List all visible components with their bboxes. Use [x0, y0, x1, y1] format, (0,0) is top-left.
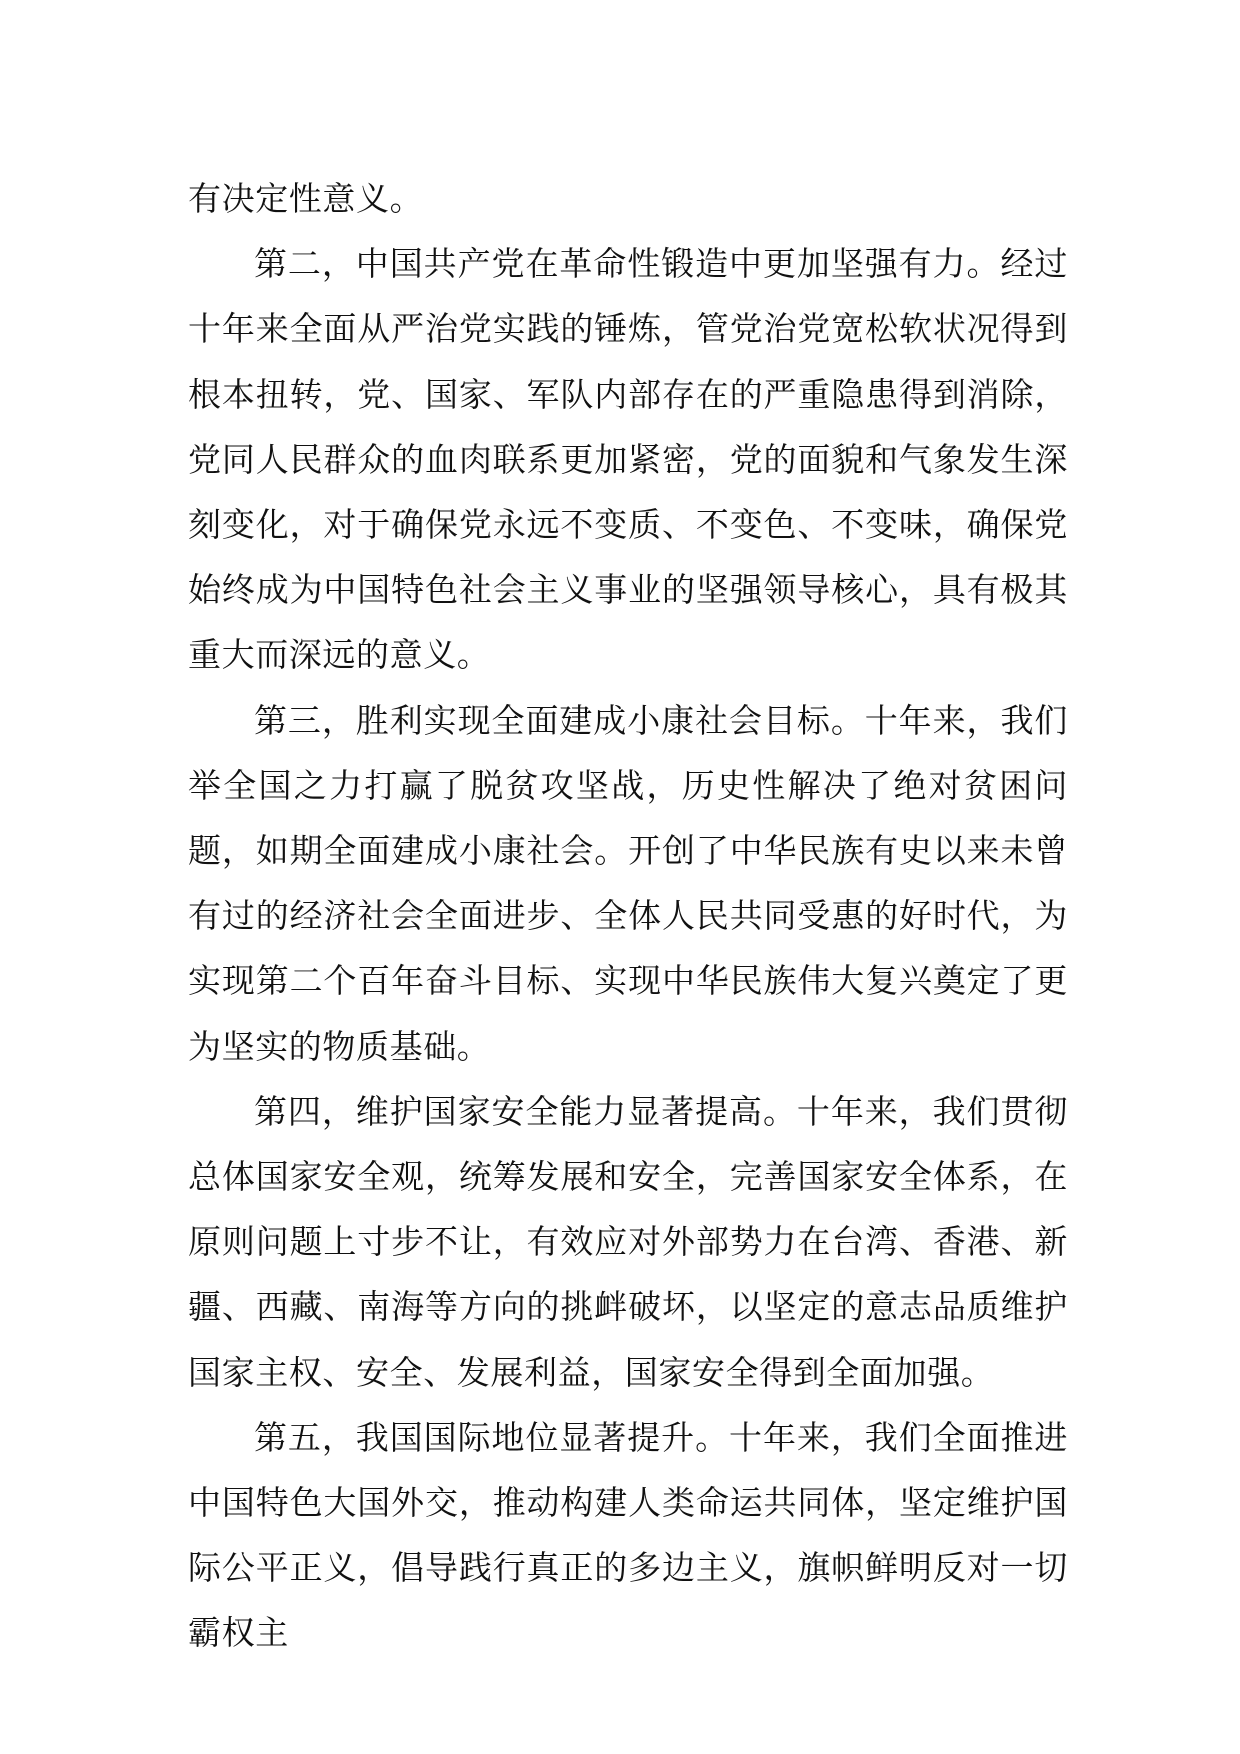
paragraph-second: 第二，中国共产党在革命性锻造中更加坚强有力。经过十年来全面从严治党实践的锤炼，管党治党宽松软状况得到根本扭转，党、国家、军队内部存在的严重隐患得到消除，党同人民群众的血肉联系更加紧密，党的面貌和气象发生深刻变化，对于确保党永远不变质、不变色、不变味，确保党始终成为中国特色社会主义事业的坚强领导核心，具有极其重大而深远的意义。 — [188, 244, 1068, 675]
paragraph-fourth: 第四，维护国家安全能力显著提高。十年来，我们贯彻总体国家安全观，统筹发展和安全，完善国家安全体系，在原则问题上寸步不让，有效应对外部势力在台湾、香港、新疆、西藏、南海等方向的挑衅破坏，以坚定的意志品质维护国家主权、安全、发展利益，国家安全得到全面加强。 — [188, 1091, 1068, 1392]
document-body — [188, 166, 1068, 1666]
paragraph-continuation: 有决定性意义。 — [188, 179, 424, 218]
paragraph-third: 第三，胜利实现全面建成小康社会目标。十年来，我们举全国之力打赢了脱贫攻坚战，历史性解决了绝对贫困问题，如期全面建成小康社会。开创了中华民族有史以来未曾有过的经济社会全面进步、全体人民共同受惠的好时代，为实现第二个百年奋斗目标、实现中华民族伟大复兴奠定了更为坚实的物质基础。 — [188, 700, 1068, 1066]
paragraph-fifth: 第五，我国国际地位显著提升。十年来，我们全面推进中国特色大国外交，推动构建人类命运共同体，坚定维护国际公平正义，倡导践行真正的多边主义，旗帜鲜明反对一切霸权主 — [188, 1417, 1068, 1653]
